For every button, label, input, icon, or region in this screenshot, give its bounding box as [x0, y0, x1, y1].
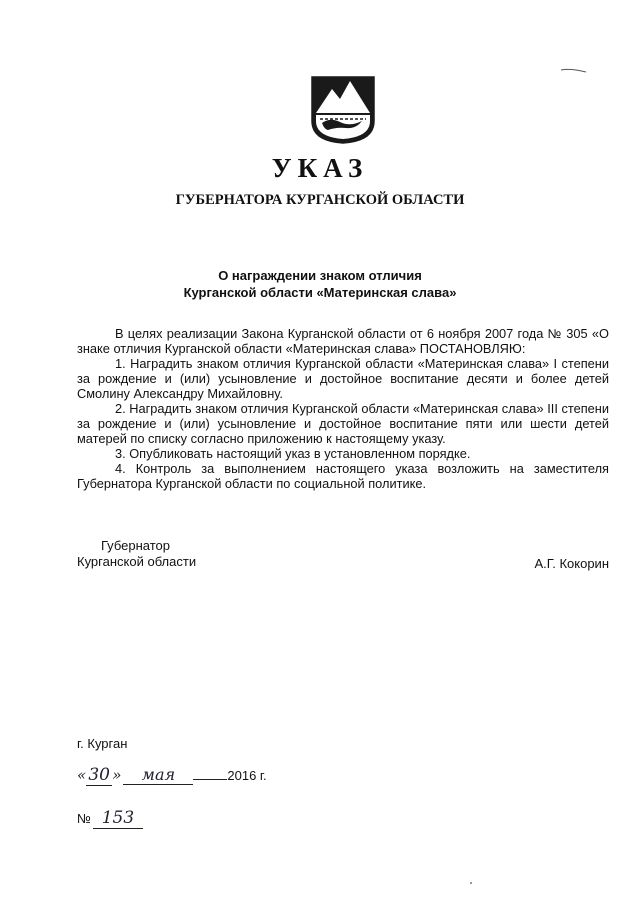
number-value: 153: [93, 808, 143, 829]
signatory-title: [77, 538, 196, 570]
scan-artifact-mark: [560, 66, 588, 74]
date-day: 30: [86, 765, 112, 786]
heading-line: Курганской области «Материнская слава»: [183, 285, 457, 300]
date-open-quote: «: [77, 766, 87, 784]
document-date: [77, 765, 267, 786]
place-of-signing: г. Курган: [77, 736, 128, 751]
number-prefix: №: [77, 811, 91, 826]
signatory-title-line: Губернатор: [101, 538, 170, 553]
document-body: [77, 326, 609, 491]
date-month: мая: [123, 765, 193, 785]
body-paragraph: 1. Наградить знаком отличия Курганской области «Материнская слава» I степени за рождение и (или) усыновление и достойное воспитание десяти и более детей Смолину Александру Михайловну.: [77, 356, 609, 401]
kurgan-coat-of-arms-icon: [310, 75, 376, 145]
date-year: 2016 г.: [227, 768, 267, 783]
body-paragraph: В целях реализации Закона Курганской области от 6 ноября 2007 года № 305 «О знаке отличия Курганской области «Материнская слава» ПОСТАНОВЛЯЮ:: [77, 326, 609, 356]
date-blank-line: [193, 767, 227, 780]
scan-artifact-dot: [468, 880, 474, 886]
document-heading: [0, 267, 640, 301]
body-paragraph: 4. Контроль за выполнением настоящего указа возложить на заместителя Губернатора Курганской области по социальной политике.: [77, 461, 609, 491]
body-paragraph: 3. Опубликовать настоящий указ в установленном порядке.: [115, 446, 471, 461]
heading-line: О награждении знаком отличия: [218, 268, 422, 283]
signatory-name: А.Г. Кокорин: [534, 556, 609, 571]
signatory-title-line: Курганской области: [77, 554, 197, 569]
document-issuer: ГУБЕРНАТОРА КУРГАНСКОЙ ОБЛАСТИ: [175, 192, 465, 208]
date-close-quote: »: [112, 766, 122, 784]
document-title: УКАЗ: [271, 153, 369, 183]
body-paragraph: 2. Наградить знаком отличия Курганской области «Материнская слава» III степени за рождение и (или) усыновление и достойное воспитание пяти или шести детей матерей по списку согласно приложению к настоящему указу.: [77, 401, 609, 446]
document-number: [77, 808, 143, 829]
